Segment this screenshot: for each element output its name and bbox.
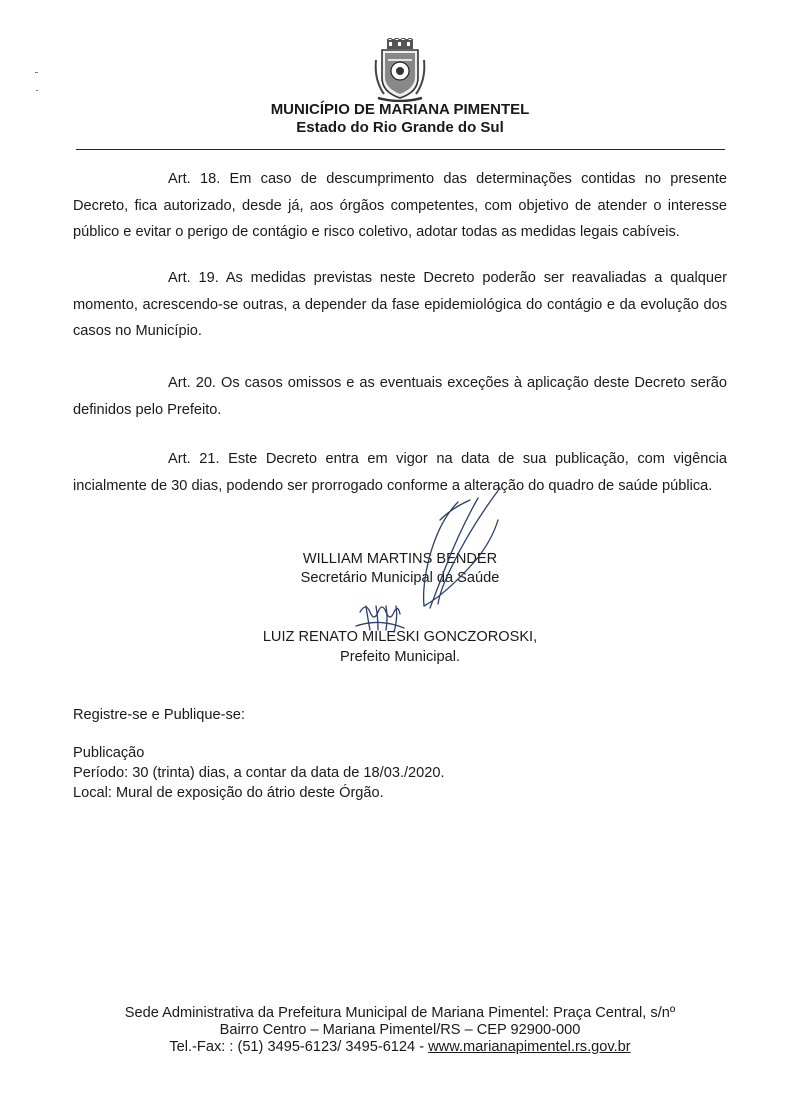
- article-18-text: Art. 18. Em caso de descumprimento das determinações contidas no presente Decreto, fica autorizado, desde já, aos órgãos competentes, com objetivo de atender o interesse público e evitar o perigo de contágio e risco coletivo, adotar todas as medidas legais cabíveis.: [73, 171, 727, 240]
- footer-website-link[interactable]: www.marianapimentel.rs.gov.br: [428, 1039, 631, 1055]
- municipality-title: MUNICÍPIO DE MARIANA PIMENTEL: [270, 101, 530, 118]
- publication-place: Local: Mural de exposição do átrio deste Órgão.: [73, 785, 384, 801]
- article-19-text: Art. 19. As medidas previstas neste Decreto poderão ser reavaliadas a qualquer momento, acrescendo-se outras, a depender da fase epidemiológica do contágio e da evolução dos casos no Município.: [73, 270, 727, 339]
- footer-phone: Tel.-Fax: : (51) 3495-6123/ 3495-6124 -: [169, 1039, 429, 1055]
- scan-speck: [36, 90, 38, 91]
- article-21-text: Art. 21. Este Decreto entra em vigor na data de sua publicação, com vigência incialmente de 30 dias, podendo ser prorrogado conforme a alteração do quadro de saúde pública.: [73, 451, 727, 494]
- scan-speck: [35, 72, 38, 73]
- state-subtitle: Estado do Rio Grande do Sul: [296, 119, 504, 136]
- footer-neighborhood: Bairro Centro – Mariana Pimentel/RS – CEP 92900-000: [219, 1022, 581, 1038]
- header-divider: [76, 149, 725, 150]
- article-20-text: Art. 20. Os casos omissos e as eventuais exceções à aplicação deste Decreto serão definidos pelo Prefeito.: [73, 375, 727, 418]
- signatory-role-1: Secretário Municipal da Saúde: [300, 570, 500, 586]
- coat-of-arms-icon: [374, 38, 426, 102]
- signatory-name-2: LUIZ RENATO MILESKI GONCZOROSKI,: [262, 629, 538, 645]
- article-21: [73, 446, 727, 499]
- article-20: [73, 370, 727, 423]
- footer-address: Sede Administrativa da Prefeitura Municipal de Mariana Pimentel: Praça Central, s/nº: [124, 1005, 676, 1021]
- article-19: [73, 265, 727, 345]
- publication-period: Período: 30 (trinta) dias, a contar da data de 18/03./2020.: [73, 765, 445, 781]
- signatory-role-2: Prefeito Municipal.: [339, 649, 461, 665]
- publication-label: Publicação: [73, 745, 145, 761]
- register-text: Registre-se e Publique-se:: [73, 707, 245, 723]
- article-18: [73, 166, 727, 246]
- signatory-name-1: WILLIAM MARTINS BENDER: [302, 551, 498, 567]
- footer-contact: [0, 1038, 800, 1057]
